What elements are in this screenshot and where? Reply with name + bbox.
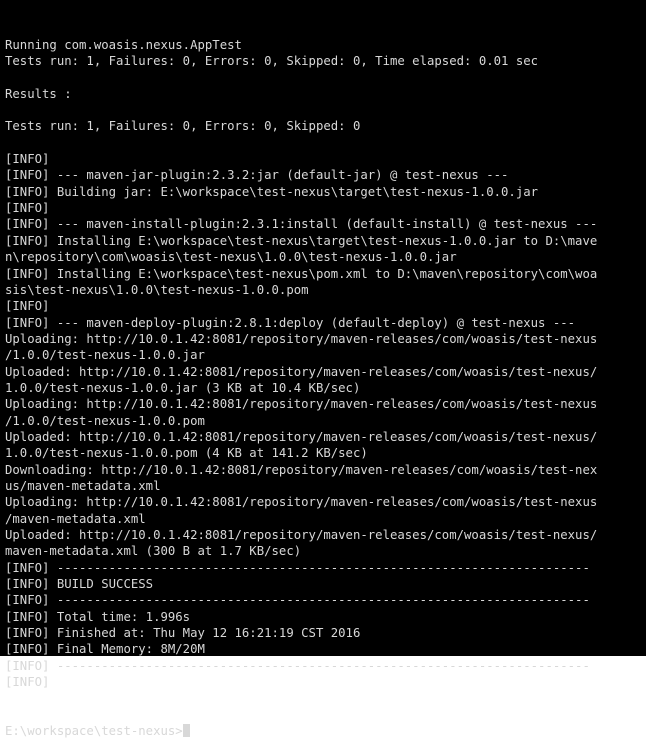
terminal-line: [INFO]: [5, 299, 50, 314]
terminal-line: Uploading: http://10.0.1.42:8081/repository/maven-releases/com/woasis/test-nexus: [5, 495, 598, 510]
terminal-line: [INFO] ------------------------------------------------------------------------: [5, 593, 590, 608]
terminal-line: Uploaded: http://10.0.1.42:8081/repository/maven-releases/com/woasis/test-nexus/: [5, 364, 598, 379]
terminal-output: [5, 37, 641, 691]
terminal-line: [INFO] Total time: 1.996s: [5, 609, 191, 624]
terminal-line: Uploaded: http://10.0.1.42:8081/repository/maven-releases/com/woasis/test-nexus/: [5, 429, 598, 444]
terminal-line: [INFO] --- maven-install-plugin:2.3.1:install (default-install) @ test-nexus ---: [5, 217, 598, 232]
terminal-line: Downloading: http://10.0.1.42:8081/repository/maven-releases/com/woasis/test-nex: [5, 462, 598, 477]
terminal-line: [INFO] Finished at: Thu May 12 16:21:19 CST 2016: [5, 626, 361, 641]
terminal-line: 1.0.0/test-nexus-1.0.0.jar (3 KB at 10.4 KB/sec): [5, 380, 361, 395]
terminal-line: [INFO]: [5, 201, 50, 216]
terminal-line: [INFO] Installing E:\workspace\test-nexus\target\test-nexus-1.0.0.jar to D:\mave: [5, 233, 598, 248]
terminal-line: Tests run: 1, Failures: 0, Errors: 0, Skipped: 0: [5, 119, 361, 134]
terminal-line: [INFO] BUILD SUCCESS: [5, 577, 154, 592]
terminal-line: sis\test-nexus\1.0.0\test-nexus-1.0.0.pom: [5, 282, 309, 297]
terminal-prompt-line[interactable]: [5, 723, 641, 739]
terminal-line: [INFO] ------------------------------------------------------------------------: [5, 560, 590, 575]
terminal-line: [INFO] --- maven-jar-plugin:2.3.2:jar (default-jar) @ test-nexus ---: [5, 168, 509, 183]
terminal-line: [5, 69, 641, 85]
terminal-line: /1.0.0/test-nexus-1.0.0.jar: [5, 348, 205, 363]
terminal-line: [INFO] --- maven-deploy-plugin:2.8.1:deploy (default-deploy) @ test-nexus ---: [5, 315, 576, 330]
terminal-line: Tests run: 1, Failures: 0, Errors: 0, Skipped: 0, Time elapsed: 0.01 sec: [5, 54, 539, 69]
terminal-line: 1.0.0/test-nexus-1.0.0.pom (4 KB at 141.2 KB/sec): [5, 446, 368, 461]
terminal-line: [INFO] Final Memory: 8M/20M: [5, 642, 205, 657]
terminal-line: [5, 135, 641, 151]
terminal-line: /1.0.0/test-nexus-1.0.0.pom: [5, 413, 205, 428]
prompt-text: E:\workspace\test-nexus>: [5, 724, 183, 739]
terminal-line: Running com.woasis.nexus.AppTest: [5, 37, 242, 52]
terminal-line: [INFO]: [5, 675, 50, 690]
terminal-line: Results :: [5, 86, 72, 101]
terminal-line: [INFO] Building jar: E:\workspace\test-nexus\target\test-nexus-1.0.0.jar: [5, 184, 539, 199]
terminal-line: maven-metadata.xml (300 B at 1.7 KB/sec): [5, 544, 302, 559]
terminal-line: n\repository\com\woasis\test-nexus\1.0.0\test-nexus-1.0.0.jar: [5, 250, 457, 265]
terminal-line: Uploading: http://10.0.1.42:8081/repository/maven-releases/com/woasis/test-nexus: [5, 397, 598, 412]
terminal-line: [INFO]: [5, 152, 50, 167]
text-cursor: [183, 724, 190, 737]
terminal-line: Uploading: http://10.0.1.42:8081/repository/maven-releases/com/woasis/test-nexus: [5, 331, 598, 346]
terminal-line: [5, 102, 641, 118]
terminal-line: us/maven-metadata.xml: [5, 478, 161, 493]
terminal-line: /maven-metadata.xml: [5, 511, 146, 526]
terminal-line: Uploaded: http://10.0.1.42:8081/repository/maven-releases/com/woasis/test-nexus/: [5, 528, 598, 542]
terminal-line: [INFO] ------------------------------------------------------------------------: [5, 658, 590, 673]
terminal-line: [INFO] Installing E:\workspace\test-nexus\pom.xml to D:\maven\repository\com\woa: [5, 266, 598, 281]
